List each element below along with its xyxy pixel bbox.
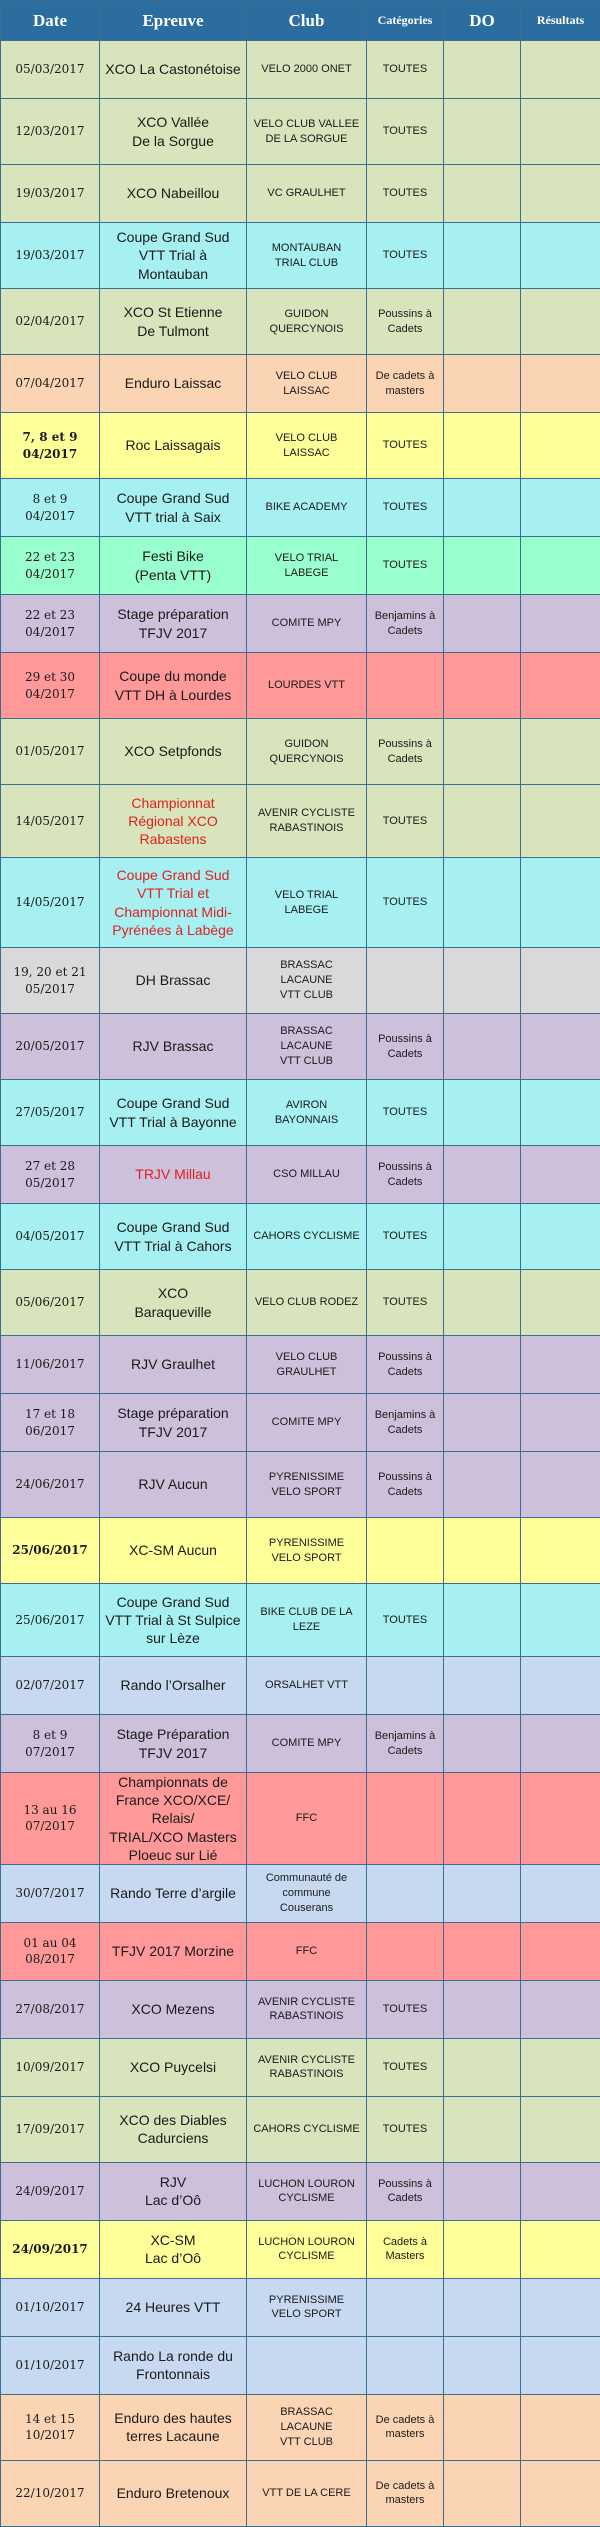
cell-epreuve: Enduro Laissac xyxy=(100,355,247,413)
cell-do xyxy=(444,1518,521,1584)
cell-categories: TOUTES xyxy=(367,479,444,537)
table-row xyxy=(1,1452,600,1518)
cell-resultats xyxy=(521,413,600,479)
cell-date: 27/08/2017 xyxy=(1,1980,100,2038)
cell-date: 22 et 23 04/2017 xyxy=(1,595,100,653)
cell-categories xyxy=(367,1773,444,1865)
cell-resultats xyxy=(521,1146,600,1204)
cell-club: VC GRAULHET xyxy=(247,165,367,223)
cell-epreuve: XC-SM Lac d’Oô xyxy=(100,2220,247,2278)
cell-categories: TOUTES xyxy=(367,165,444,223)
cell-epreuve: Enduro Bretenoux xyxy=(100,2460,247,2526)
cell-date: 19, 20 et 21 05/2017 xyxy=(1,948,100,1014)
cell-club: LUCHON LOURON CYCLISME xyxy=(247,2220,367,2278)
cell-resultats xyxy=(521,355,600,413)
cell-club: MONTAUBAN TRIAL CLUB xyxy=(247,223,367,289)
table-row xyxy=(1,2394,600,2460)
table-row xyxy=(1,1518,600,1584)
cell-resultats xyxy=(521,1922,600,1980)
cell-resultats xyxy=(521,1204,600,1270)
cell-epreuve: Coupe Grand Sud VTT Trial à Bayonne xyxy=(100,1080,247,1146)
cell-date: 29 et 30 04/2017 xyxy=(1,653,100,719)
cell-do xyxy=(444,537,521,595)
table-row xyxy=(1,2278,600,2336)
cell-date: 02/04/2017 xyxy=(1,289,100,355)
cell-club: AVENIR CYCLISTE RABASTINOIS xyxy=(247,2038,367,2096)
cell-resultats xyxy=(521,2220,600,2278)
cell-do xyxy=(444,41,521,99)
cell-do xyxy=(444,785,521,858)
cell-categories xyxy=(367,948,444,1014)
table-row xyxy=(1,41,600,99)
table-row xyxy=(1,785,600,858)
cell-do xyxy=(444,2162,521,2220)
cell-date: 01/10/2017 xyxy=(1,2278,100,2336)
table-row xyxy=(1,99,600,165)
table-row xyxy=(1,948,600,1014)
cell-date: 01/10/2017 xyxy=(1,2336,100,2394)
cell-do xyxy=(444,2336,521,2394)
cell-do xyxy=(444,719,521,785)
cell-categories: Benjamins à Cadets xyxy=(367,1394,444,1452)
cell-categories: Poussins à Cadets xyxy=(367,289,444,355)
cell-date: 25/06/2017 xyxy=(1,1584,100,1657)
cell-epreuve: Coupe Grand Sud VTT trial à Saix xyxy=(100,479,247,537)
table-row xyxy=(1,165,600,223)
cell-categories: TOUTES xyxy=(367,2096,444,2162)
cell-date: 24/06/2017 xyxy=(1,1452,100,1518)
cell-date: 27/05/2017 xyxy=(1,1080,100,1146)
cell-epreuve: 24 Heures VTT xyxy=(100,2278,247,2336)
cell-resultats xyxy=(521,223,600,289)
cell-resultats xyxy=(521,1336,600,1394)
cell-date: 02/07/2017 xyxy=(1,1657,100,1715)
cell-resultats xyxy=(521,785,600,858)
cell-categories xyxy=(367,1922,444,1980)
cell-categories: TOUTES xyxy=(367,99,444,165)
cell-date: 24/09/2017 xyxy=(1,2162,100,2220)
cell-epreuve: Festi Bike (Penta VTT) xyxy=(100,537,247,595)
header-categories: Catégories xyxy=(367,1,444,41)
cell-epreuve: RJV Aucun xyxy=(100,1452,247,1518)
cell-categories xyxy=(367,2336,444,2394)
cell-resultats xyxy=(521,2460,600,2526)
cell-categories: Poussins à Cadets xyxy=(367,2162,444,2220)
table-row xyxy=(1,719,600,785)
cell-do xyxy=(444,479,521,537)
header-do: DO xyxy=(444,1,521,41)
cell-club: BRASSAC LACAUNE VTT CLUB xyxy=(247,948,367,1014)
cell-club: BIKE CLUB DE LA LEZE xyxy=(247,1584,367,1657)
cell-epreuve: XCO Puycelsi xyxy=(100,2038,247,2096)
cell-do xyxy=(444,1773,521,1865)
cell-resultats xyxy=(521,2162,600,2220)
cell-resultats xyxy=(521,948,600,1014)
cell-resultats xyxy=(521,479,600,537)
cell-categories xyxy=(367,1518,444,1584)
cell-categories: Poussins à Cadets xyxy=(367,1014,444,1080)
cell-club: PYRENISSIME VELO SPORT xyxy=(247,2278,367,2336)
cell-do xyxy=(444,1584,521,1657)
table-row xyxy=(1,1146,600,1204)
cell-epreuve: Championnat Régional XCO Rabastens xyxy=(100,785,247,858)
cell-club: COMITE MPY xyxy=(247,1394,367,1452)
header-row xyxy=(1,1,600,41)
cell-date: 19/03/2017 xyxy=(1,165,100,223)
table-row xyxy=(1,1773,600,1865)
table-row xyxy=(1,223,600,289)
cell-date: 25/06/2017 xyxy=(1,1518,100,1584)
cell-club: PYRENISSIME VELO SPORT xyxy=(247,1452,367,1518)
cell-resultats xyxy=(521,1864,600,1922)
table-row xyxy=(1,537,600,595)
header-date: Date xyxy=(1,1,100,41)
cell-do xyxy=(444,2038,521,2096)
table-row xyxy=(1,1204,600,1270)
cell-categories: TOUTES xyxy=(367,413,444,479)
cell-epreuve: Enduro des hautes terres Lacaune xyxy=(100,2394,247,2460)
cell-club: LUCHON LOURON CYCLISME xyxy=(247,2162,367,2220)
cell-club: VELO CLUB LAISSAC xyxy=(247,355,367,413)
table-row xyxy=(1,2038,600,2096)
cell-resultats xyxy=(521,2336,600,2394)
cell-categories: TOUTES xyxy=(367,1980,444,2038)
cell-do xyxy=(444,223,521,289)
cell-do xyxy=(444,165,521,223)
cell-epreuve: Rando La ronde du Frontonnais xyxy=(100,2336,247,2394)
table-row xyxy=(1,595,600,653)
cell-resultats xyxy=(521,1773,600,1865)
cell-categories: TOUTES xyxy=(367,858,444,948)
cell-do xyxy=(444,948,521,1014)
cell-club: AVENIR CYCLISTE RABASTINOIS xyxy=(247,785,367,858)
cell-do xyxy=(444,2278,521,2336)
cell-resultats xyxy=(521,41,600,99)
cell-resultats xyxy=(521,1270,600,1336)
table-row xyxy=(1,2220,600,2278)
cell-do xyxy=(444,1922,521,1980)
cell-resultats xyxy=(521,1657,600,1715)
cell-categories: TOUTES xyxy=(367,1204,444,1270)
cell-date: 17 et 18 06/2017 xyxy=(1,1394,100,1452)
cell-do xyxy=(444,1394,521,1452)
cell-do xyxy=(444,2096,521,2162)
table-row xyxy=(1,1980,600,2038)
cell-club: GUIDON QUERCYNOIS xyxy=(247,719,367,785)
cell-club: CSO MILLAU xyxy=(247,1146,367,1204)
cell-date: 10/09/2017 xyxy=(1,2038,100,2096)
cell-epreuve: XCO Mezens xyxy=(100,1980,247,2038)
cell-categories xyxy=(367,653,444,719)
cell-categories xyxy=(367,1657,444,1715)
cell-resultats xyxy=(521,719,600,785)
cell-categories xyxy=(367,1864,444,1922)
cell-club: VELO CLUB RODEZ xyxy=(247,1270,367,1336)
table-row xyxy=(1,1014,600,1080)
cell-club: VELO 2000 ONET xyxy=(247,41,367,99)
cell-epreuve: Stage préparation TFJV 2017 xyxy=(100,1394,247,1452)
cell-resultats xyxy=(521,1452,600,1518)
cell-epreuve: Rando Terre d’argile xyxy=(100,1864,247,1922)
cell-date: 11/06/2017 xyxy=(1,1336,100,1394)
cell-do xyxy=(444,858,521,948)
cell-epreuve: Stage préparation TFJV 2017 xyxy=(100,595,247,653)
table-row xyxy=(1,2162,600,2220)
cell-epreuve: XC-SM Aucun xyxy=(100,1518,247,1584)
cell-club xyxy=(247,2336,367,2394)
cell-club: AVIRON BAYONNAIS xyxy=(247,1080,367,1146)
cell-date: 14 et 15 10/2017 xyxy=(1,2394,100,2460)
cell-categories: De cadets à masters xyxy=(367,355,444,413)
cell-epreuve: Coupe Grand Sud VTT Trial à St Sulpice sur Lèze xyxy=(100,1584,247,1657)
cell-club: Communauté de commune Couserans xyxy=(247,1864,367,1922)
cell-epreuve: RJV Lac d’Oô xyxy=(100,2162,247,2220)
cell-resultats xyxy=(521,595,600,653)
header-epreuve: Epreuve xyxy=(100,1,247,41)
cell-resultats xyxy=(521,2394,600,2460)
cell-epreuve: DH Brassac xyxy=(100,948,247,1014)
cell-resultats xyxy=(521,858,600,948)
cell-resultats xyxy=(521,1394,600,1452)
cell-do xyxy=(444,1336,521,1394)
cell-do xyxy=(444,1146,521,1204)
cell-club: PYRENISSIME VELO SPORT xyxy=(247,1518,367,1584)
cell-club: FFC xyxy=(247,1922,367,1980)
cell-club: COMITE MPY xyxy=(247,595,367,653)
cell-resultats xyxy=(521,1584,600,1657)
cell-resultats xyxy=(521,2278,600,2336)
cell-epreuve: Coupe du monde VTT DH à Lourdes xyxy=(100,653,247,719)
cell-categories: Poussins à Cadets xyxy=(367,1146,444,1204)
cell-date: 8 et 9 04/2017 xyxy=(1,479,100,537)
cell-date: 07/04/2017 xyxy=(1,355,100,413)
cell-club: BIKE ACADEMY xyxy=(247,479,367,537)
cell-club: CAHORS CYCLISME xyxy=(247,1204,367,1270)
cell-epreuve: Coupe Grand Sud VTT Trial à Cahors xyxy=(100,1204,247,1270)
header-resultats: Résultats xyxy=(521,1,600,41)
cell-club: VELO TRIAL LABEGE xyxy=(247,858,367,948)
cell-categories: TOUTES xyxy=(367,1080,444,1146)
cell-resultats xyxy=(521,1715,600,1773)
cell-epreuve: RJV Brassac xyxy=(100,1014,247,1080)
cell-resultats xyxy=(521,2038,600,2096)
cell-club: FFC xyxy=(247,1773,367,1865)
cell-date: 14/05/2017 xyxy=(1,785,100,858)
cell-resultats xyxy=(521,1080,600,1146)
cell-club: ORSALHET VTT xyxy=(247,1657,367,1715)
cell-categories: TOUTES xyxy=(367,1584,444,1657)
cell-categories: Poussins à Cadets xyxy=(367,719,444,785)
cell-do xyxy=(444,2394,521,2460)
cell-date: 12/03/2017 xyxy=(1,99,100,165)
cell-categories xyxy=(367,2278,444,2336)
cell-resultats xyxy=(521,1980,600,2038)
cell-club: VTT DE LA CERE xyxy=(247,2460,367,2526)
cell-do xyxy=(444,2220,521,2278)
cell-categories: TOUTES xyxy=(367,1270,444,1336)
cell-resultats xyxy=(521,653,600,719)
events-body xyxy=(1,41,600,2527)
cell-club: VELO CLUB VALLEE DE LA SORGUE xyxy=(247,99,367,165)
cell-categories: Cadets à Masters xyxy=(367,2220,444,2278)
table-row xyxy=(1,858,600,948)
cell-do xyxy=(444,1270,521,1336)
cell-do xyxy=(444,413,521,479)
cell-do xyxy=(444,99,521,165)
table-row xyxy=(1,2460,600,2526)
cell-club: COMITE MPY xyxy=(247,1715,367,1773)
cell-categories: Benjamins à Cadets xyxy=(367,1715,444,1773)
cell-resultats xyxy=(521,99,600,165)
cell-date: 01 au 04 08/2017 xyxy=(1,1922,100,1980)
cell-date: 20/05/2017 xyxy=(1,1014,100,1080)
table-row xyxy=(1,2336,600,2394)
cell-categories: TOUTES xyxy=(367,537,444,595)
cell-epreuve: Coupe Grand Sud VTT Trial et Championnat Midi- Pyrénées à Labège xyxy=(100,858,247,948)
cell-club: VELO TRIAL LABEGE xyxy=(247,537,367,595)
table-row xyxy=(1,1864,600,1922)
cell-do xyxy=(444,1014,521,1080)
cell-resultats xyxy=(521,537,600,595)
table-row xyxy=(1,1080,600,1146)
table-row xyxy=(1,1922,600,1980)
cell-date: 8 et 9 07/2017 xyxy=(1,1715,100,1773)
cell-do xyxy=(444,1080,521,1146)
cell-club: CAHORS CYCLISME xyxy=(247,2096,367,2162)
cell-categories: De cadets à masters xyxy=(367,2394,444,2460)
cell-resultats xyxy=(521,1014,600,1080)
cell-categories: Poussins à Cadets xyxy=(367,1452,444,1518)
cell-epreuve: XCO Vallée De la Sorgue xyxy=(100,99,247,165)
cell-date: 05/06/2017 xyxy=(1,1270,100,1336)
cell-epreuve: TRJV Millau xyxy=(100,1146,247,1204)
table-row xyxy=(1,1715,600,1773)
cell-date: 13 au 16 07/2017 xyxy=(1,1773,100,1865)
cell-date: 24/09/2017 xyxy=(1,2220,100,2278)
cell-do xyxy=(444,355,521,413)
table-row xyxy=(1,1394,600,1452)
cell-categories: TOUTES xyxy=(367,223,444,289)
table-row xyxy=(1,289,600,355)
cell-epreuve: Stage Préparation TFJV 2017 xyxy=(100,1715,247,1773)
table-row xyxy=(1,1657,600,1715)
cell-categories: TOUTES xyxy=(367,785,444,858)
cell-club: BRASSAC LACAUNE VTT CLUB xyxy=(247,1014,367,1080)
header-club: Club xyxy=(247,1,367,41)
cell-resultats xyxy=(521,2096,600,2162)
cell-epreuve: Roc Laissagais xyxy=(100,413,247,479)
cell-date: 17/09/2017 xyxy=(1,2096,100,2162)
cell-categories: TOUTES xyxy=(367,2038,444,2096)
table-row xyxy=(1,1270,600,1336)
table-row xyxy=(1,413,600,479)
table-row xyxy=(1,479,600,537)
cell-epreuve: XCO Setpfonds xyxy=(100,719,247,785)
cell-resultats xyxy=(521,165,600,223)
cell-club: LOURDES VTT xyxy=(247,653,367,719)
cell-do xyxy=(444,289,521,355)
cell-date: 27 et 28 05/2017 xyxy=(1,1146,100,1204)
table-row xyxy=(1,1584,600,1657)
table-row xyxy=(1,653,600,719)
cell-epreuve: XCO St Etienne De Tulmont xyxy=(100,289,247,355)
cell-club: VELO CLUB LAISSAC xyxy=(247,413,367,479)
cell-club: GUIDON QUERCYNOIS xyxy=(247,289,367,355)
cell-date: 05/03/2017 xyxy=(1,41,100,99)
cell-categories: De cadets à masters xyxy=(367,2460,444,2526)
cell-do xyxy=(444,1452,521,1518)
cell-epreuve: XCO La Castonétoise xyxy=(100,41,247,99)
cell-date: 14/05/2017 xyxy=(1,858,100,948)
cell-do xyxy=(444,2460,521,2526)
cell-epreuve: XCO des Diables Cadurciens xyxy=(100,2096,247,2162)
cell-epreuve: XCO Baraqueville xyxy=(100,1270,247,1336)
cell-categories: TOUTES xyxy=(367,41,444,99)
cell-date: 30/07/2017 xyxy=(1,1864,100,1922)
cell-date: 04/05/2017 xyxy=(1,1204,100,1270)
cell-epreuve: RJV Graulhet xyxy=(100,1336,247,1394)
cell-categories: Poussins à Cadets xyxy=(367,1336,444,1394)
table-row xyxy=(1,1336,600,1394)
table-row xyxy=(1,355,600,413)
cell-epreuve: TFJV 2017 Morzine xyxy=(100,1922,247,1980)
cell-resultats xyxy=(521,289,600,355)
cell-date: 7, 8 et 9 04/2017 xyxy=(1,413,100,479)
cell-epreuve: Rando l’Orsalher xyxy=(100,1657,247,1715)
cell-do xyxy=(444,1864,521,1922)
table-row xyxy=(1,2096,600,2162)
cell-club: AVENIR CYCLISTE RABASTINOIS xyxy=(247,1980,367,2038)
cell-epreuve: Coupe Grand Sud VTT Trial à Montauban xyxy=(100,223,247,289)
cell-do xyxy=(444,1657,521,1715)
cell-do xyxy=(444,595,521,653)
cell-club: BRASSAC LACAUNE VTT CLUB xyxy=(247,2394,367,2460)
cell-categories: Benjamins à Cadets xyxy=(367,595,444,653)
cell-epreuve: XCO Nabeillou xyxy=(100,165,247,223)
cell-date: 01/05/2017 xyxy=(1,719,100,785)
cell-date: 22 et 23 04/2017 xyxy=(1,537,100,595)
cell-club: VELO CLUB GRAULHET xyxy=(247,1336,367,1394)
cell-date: 22/10/2017 xyxy=(1,2460,100,2526)
cell-do xyxy=(444,1715,521,1773)
cell-epreuve: Championnats de France XCO/XCE/ Relais/ TRIAL/XCO Masters Ploeuc sur Lié xyxy=(100,1773,247,1865)
cell-do xyxy=(444,653,521,719)
cell-resultats xyxy=(521,1518,600,1584)
cell-do xyxy=(444,1204,521,1270)
cell-date: 19/03/2017 xyxy=(1,223,100,289)
cell-do xyxy=(444,1980,521,2038)
